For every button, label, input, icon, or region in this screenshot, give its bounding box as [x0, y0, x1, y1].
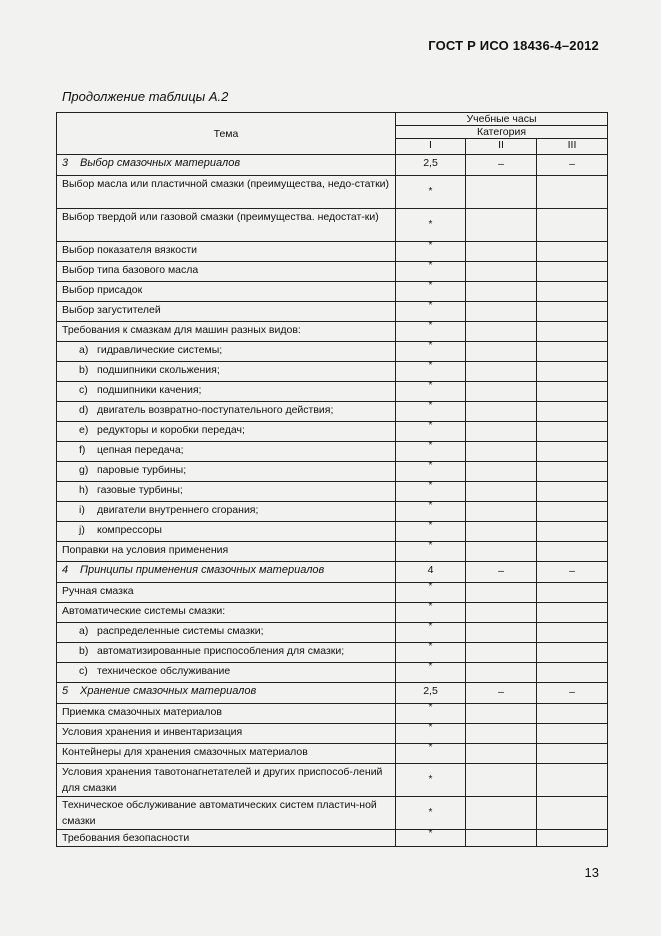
hours-cell-category-2 — [466, 262, 537, 282]
hours-cell-category-1 — [396, 442, 466, 462]
table-row — [57, 643, 608, 663]
hours-cell-category-1 — [396, 830, 466, 847]
asterisk-mark: * — [428, 400, 433, 411]
table-row — [57, 704, 608, 724]
sub-item-text: редукторы и коробки передач; — [97, 424, 245, 436]
table-caption: Продолжение таблицы А.2 — [62, 89, 229, 104]
sub-item-text: распределенные системы смазки; — [97, 625, 264, 637]
sub-item — [57, 643, 396, 663]
hours-cell-category-3 — [537, 797, 608, 830]
hours-cell-category-2 — [466, 422, 537, 442]
hours-cell-category-1 — [396, 797, 466, 830]
hours-cell-category-1 — [396, 542, 466, 562]
hours-cell-category-2 — [466, 362, 537, 382]
hours-cell-category-2 — [466, 482, 537, 502]
sub-item — [57, 422, 396, 442]
sub-item — [57, 522, 396, 542]
sub-item-text: двигатели внутреннего сгорания; — [97, 504, 259, 516]
category-level-1: I — [396, 139, 466, 155]
section-number: 4 — [62, 564, 69, 576]
topic-text: Автоматические системы смазки: — [57, 603, 396, 623]
topic-text: Условия хранения тавотонагнетателей и других приспособ-лений для смазки — [57, 764, 396, 797]
hours-cell-category-2 — [466, 176, 537, 209]
hours-cell-category-2 — [466, 322, 537, 342]
table-row — [57, 502, 608, 522]
asterisk-mark: * — [428, 320, 433, 331]
document-code: ГОСТ Р ИСО 18436-4–2012 — [428, 38, 599, 53]
table-row — [57, 830, 608, 847]
asterisk-mark: * — [428, 280, 433, 291]
hours-cell-category-2 — [466, 209, 537, 242]
hours-cell-category-2 — [466, 502, 537, 522]
hours-cell-category-2 — [466, 382, 537, 402]
dash-mark: – — [569, 565, 575, 577]
sub-item — [57, 663, 396, 683]
hours-cell-category-2 — [466, 522, 537, 542]
topic-text: Условия хранения и инвентаризация — [57, 724, 396, 744]
hours-cell-category-2 — [466, 797, 537, 830]
column-header-category: Категория — [396, 126, 608, 139]
sub-item-letter: b) — [79, 645, 89, 657]
hours-cell-category-3 — [537, 663, 608, 683]
table-row — [57, 402, 608, 422]
dash-mark: – — [498, 158, 504, 170]
sub-item-text: техническое обслуживание — [97, 665, 231, 677]
asterisk-mark: * — [428, 420, 433, 431]
hours-cell-category-3 — [537, 282, 608, 302]
category-level-2: II — [466, 139, 537, 155]
asterisk-mark: * — [428, 641, 433, 652]
hours-cell-category-1 — [396, 422, 466, 442]
hours-cell-category-2 — [466, 302, 537, 322]
hours-cell-category-3 — [537, 704, 608, 724]
hours-cell-category-2 — [466, 442, 537, 462]
hours-cell-category-3 — [537, 482, 608, 502]
hours-cell-category-1 — [396, 176, 466, 209]
hours-cell-category-2 — [466, 342, 537, 362]
hours-cell-category-3 — [537, 342, 608, 362]
hours-cell-category-2 — [466, 724, 537, 744]
hours-cell-category-3 — [537, 209, 608, 242]
table-row — [57, 155, 608, 176]
topic-text: Требования безопасности — [57, 830, 396, 847]
asterisk-mark: * — [428, 360, 433, 371]
hours-cell-category-1 — [396, 683, 466, 704]
hours-cell-category-1 — [396, 522, 466, 542]
hours-cell-category-3 — [537, 623, 608, 643]
table-row — [57, 176, 608, 209]
hours-cell-category-1 — [396, 643, 466, 663]
sub-item-letter: j) — [79, 524, 85, 536]
sub-item-text: компрессоры — [97, 524, 162, 536]
hours-cell-category-3 — [537, 683, 608, 704]
section-title — [57, 562, 396, 583]
asterisk-mark: * — [428, 807, 433, 818]
hours-cell-category-3 — [537, 830, 608, 847]
hours-cell-category-1 — [396, 502, 466, 522]
asterisk-mark: * — [428, 300, 433, 311]
section-number: 5 — [62, 685, 69, 697]
table-row — [57, 442, 608, 462]
table-row — [57, 462, 608, 482]
table-row — [57, 562, 608, 583]
sub-item-text: подшипники качения; — [97, 384, 202, 396]
hours-cell-category-1 — [396, 764, 466, 797]
table-row — [57, 209, 608, 242]
table-row — [57, 542, 608, 562]
hours-cell-category-2 — [466, 744, 537, 764]
asterisk-mark: * — [428, 240, 433, 251]
table-row — [57, 342, 608, 362]
topic-text: Выбор присадок — [57, 282, 396, 302]
hours-cell-category-1 — [396, 302, 466, 322]
hours-cell-category-2 — [466, 830, 537, 847]
hours-cell-category-2 — [466, 603, 537, 623]
sub-item-text: газовые турбины; — [97, 484, 183, 496]
hours-cell-category-2 — [466, 155, 537, 176]
table-row — [57, 603, 608, 623]
topic-text: Контейнеры для хранения смазочных материалов — [57, 744, 396, 764]
sub-item-text: автоматизированные приспособления для смазки; — [97, 645, 345, 657]
hours-cell-category-2 — [466, 402, 537, 422]
hours-cell-category-3 — [537, 502, 608, 522]
dash-mark: – — [569, 158, 575, 170]
table-row — [57, 282, 608, 302]
asterisk-mark: * — [428, 500, 433, 511]
asterisk-mark: * — [428, 702, 433, 713]
table-row — [57, 262, 608, 282]
topic-text: Выбор показателя вязкости — [57, 242, 396, 262]
hours-cell-category-3 — [537, 442, 608, 462]
asterisk-mark: * — [428, 601, 433, 612]
hours-cell-category-2 — [466, 764, 537, 797]
hours-cell-category-3 — [537, 402, 608, 422]
hours-cell-category-3 — [537, 322, 608, 342]
hours-cell-category-3 — [537, 242, 608, 262]
asterisk-mark: * — [428, 774, 433, 785]
hours-cell-category-1 — [396, 462, 466, 482]
topic-text: Выбор типа базового масла — [57, 262, 396, 282]
section-text: Хранение смазочных материалов — [80, 685, 257, 697]
hours-cell-category-3 — [537, 603, 608, 623]
sub-item-text: цепная передача; — [97, 444, 184, 456]
hours-cell-category-3 — [537, 643, 608, 663]
hours-cell-category-3 — [537, 462, 608, 482]
hours-cell-category-1 — [396, 262, 466, 282]
sub-item-letter: h) — [79, 484, 89, 496]
sub-item — [57, 382, 396, 402]
table-row — [57, 302, 608, 322]
column-header-hours: Учебные часы — [396, 113, 608, 126]
hours-cell-category-1 — [396, 155, 466, 176]
asterisk-mark: * — [428, 480, 433, 491]
hours-cell-category-3 — [537, 362, 608, 382]
topic-text: Приемка смазочных материалов — [57, 704, 396, 724]
sub-item-letter: f) — [79, 444, 86, 456]
hours-value: 2,5 — [423, 685, 438, 697]
hours-cell-category-1 — [396, 704, 466, 724]
asterisk-mark: * — [428, 520, 433, 531]
hours-cell-category-1 — [396, 663, 466, 683]
hours-cell-category-2 — [466, 663, 537, 683]
table-row — [57, 362, 608, 382]
hours-cell-category-2 — [466, 542, 537, 562]
sub-item — [57, 342, 396, 362]
sub-item — [57, 402, 396, 422]
hours-cell-category-3 — [537, 744, 608, 764]
asterisk-mark: * — [428, 380, 433, 391]
category-level-3: III — [537, 139, 608, 155]
sub-item — [57, 442, 396, 462]
asterisk-mark: * — [428, 661, 433, 672]
topic-text: Поправки на условия применения — [57, 542, 396, 562]
table-row — [57, 382, 608, 402]
sub-item-letter: a) — [79, 344, 89, 356]
hours-cell-category-2 — [466, 704, 537, 724]
topic-text: Выбор загустителей — [57, 302, 396, 322]
column-header-topic: Тема — [57, 113, 396, 155]
asterisk-mark: * — [428, 540, 433, 551]
hours-cell-category-3 — [537, 583, 608, 603]
sub-item-text: двигатель возвратно-поступательного действия; — [97, 404, 334, 416]
hours-cell-category-3 — [537, 764, 608, 797]
asterisk-mark: * — [428, 186, 433, 197]
hours-cell-category-1 — [396, 362, 466, 382]
section-text: Принципы применения смазочных материалов — [80, 564, 325, 576]
section-title — [57, 683, 396, 704]
hours-cell-category-1 — [396, 282, 466, 302]
table-row — [57, 764, 608, 797]
hours-cell-category-1 — [396, 342, 466, 362]
asterisk-mark: * — [428, 722, 433, 733]
asterisk-mark: * — [428, 621, 433, 632]
hours-cell-category-2 — [466, 282, 537, 302]
hours-cell-category-1 — [396, 402, 466, 422]
hours-cell-category-1 — [396, 322, 466, 342]
hours-cell-category-2 — [466, 562, 537, 583]
table-row — [57, 623, 608, 643]
hours-cell-category-3 — [537, 422, 608, 442]
sub-item-letter: g) — [79, 464, 89, 476]
sub-item-text: паровые турбины; — [97, 464, 187, 476]
training-hours-table — [56, 112, 608, 847]
sub-item — [57, 502, 396, 522]
section-number: 3 — [62, 157, 69, 169]
asterisk-mark: * — [428, 260, 433, 271]
table-row — [57, 724, 608, 744]
hours-cell-category-1 — [396, 562, 466, 583]
hours-cell-category-3 — [537, 302, 608, 322]
asterisk-mark: * — [428, 581, 433, 592]
topic-text: Выбор твердой или газовой смазки (преимущества. недостат-ки) — [57, 209, 396, 242]
table-row — [57, 482, 608, 502]
hours-cell-category-1 — [396, 209, 466, 242]
hours-cell-category-1 — [396, 744, 466, 764]
sub-item-letter: e) — [79, 424, 89, 436]
sub-item-text: гидравлические системы; — [97, 344, 223, 356]
table-row — [57, 422, 608, 442]
hours-cell-category-2 — [466, 583, 537, 603]
table-row — [57, 583, 608, 603]
sub-item-letter: c) — [79, 384, 88, 396]
sub-item-text: подшипники скольжения; — [97, 364, 220, 376]
asterisk-mark: * — [428, 219, 433, 230]
hours-cell-category-3 — [537, 155, 608, 176]
asterisk-mark: * — [428, 340, 433, 351]
topic-text: Выбор масла или пластичной смазки (преимущества, недо-статки) — [57, 176, 396, 209]
hours-cell-category-3 — [537, 562, 608, 583]
hours-cell-category-1 — [396, 242, 466, 262]
hours-cell-category-1 — [396, 583, 466, 603]
hours-cell-category-3 — [537, 176, 608, 209]
asterisk-mark: * — [428, 440, 433, 451]
sub-item-letter: a) — [79, 625, 89, 637]
sub-item — [57, 623, 396, 643]
table-body — [57, 155, 608, 847]
topic-text: Ручная смазка — [57, 583, 396, 603]
section-title — [57, 155, 396, 176]
table-row — [57, 242, 608, 262]
sub-item-letter: b) — [79, 364, 89, 376]
sub-item-letter: i) — [79, 504, 85, 516]
section-text: Выбор смазочных материалов — [80, 157, 241, 169]
topic-text: Техническое обслуживание автоматических систем пластич-ной смазки — [57, 797, 396, 830]
hours-cell-category-1 — [396, 603, 466, 623]
hours-cell-category-3 — [537, 724, 608, 744]
asterisk-mark: * — [428, 828, 433, 839]
dash-mark: – — [569, 686, 575, 698]
asterisk-mark: * — [428, 742, 433, 753]
hours-cell-category-3 — [537, 262, 608, 282]
hours-cell-category-2 — [466, 623, 537, 643]
hours-cell-category-3 — [537, 542, 608, 562]
sub-item-letter: c) — [79, 665, 88, 677]
table-row — [57, 683, 608, 704]
dash-mark: – — [498, 686, 504, 698]
dash-mark: – — [498, 565, 504, 577]
sub-item — [57, 482, 396, 502]
hours-cell-category-1 — [396, 724, 466, 744]
hours-cell-category-2 — [466, 643, 537, 663]
hours-cell-category-2 — [466, 242, 537, 262]
hours-cell-category-1 — [396, 482, 466, 502]
topic-text: Требования к смазкам для машин разных видов: — [57, 322, 396, 342]
asterisk-mark: * — [428, 460, 433, 471]
hours-cell-category-3 — [537, 382, 608, 402]
hours-cell-category-2 — [466, 462, 537, 482]
hours-value: 2,5 — [423, 157, 438, 169]
sub-item-letter: d) — [79, 404, 89, 416]
hours-cell-category-1 — [396, 623, 466, 643]
hours-cell-category-2 — [466, 683, 537, 704]
table-row — [57, 663, 608, 683]
table-row — [57, 744, 608, 764]
hours-cell-category-3 — [537, 522, 608, 542]
hours-value: 4 — [427, 564, 434, 576]
table-row — [57, 322, 608, 342]
page-number: 13 — [584, 865, 599, 880]
hours-cell-category-1 — [396, 382, 466, 402]
sub-item — [57, 462, 396, 482]
table-row — [57, 797, 608, 830]
table-row — [57, 522, 608, 542]
sub-item — [57, 362, 396, 382]
